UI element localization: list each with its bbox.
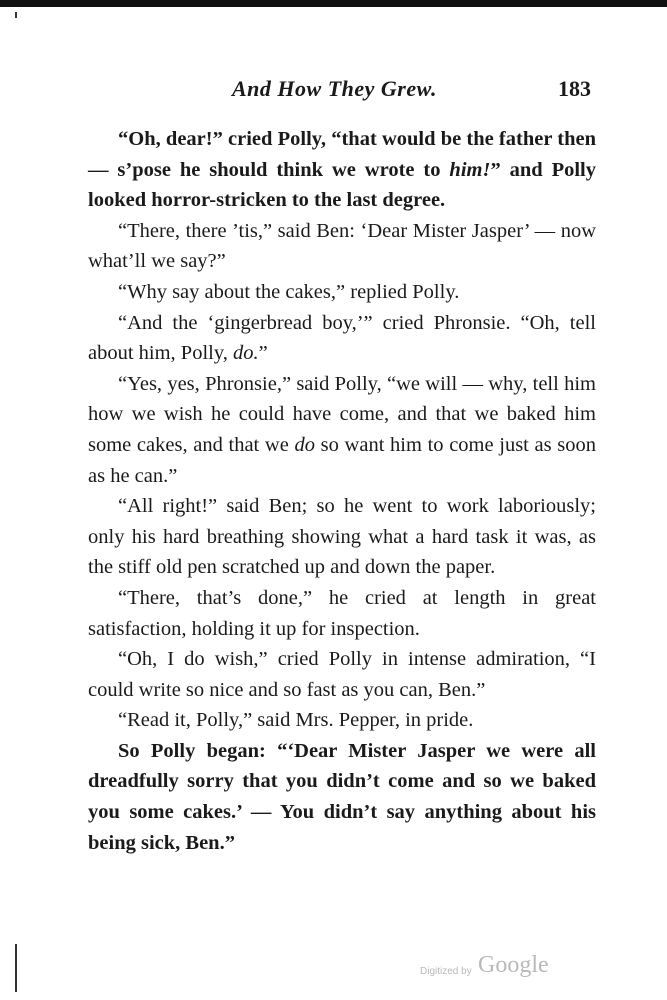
paragraph-text: “Oh, dear!” cried Polly, “that would be the father then — s’pose he should think we wrote to: [88, 128, 596, 181]
paragraph: [88, 644, 596, 705]
paragraph: [88, 124, 596, 216]
body-text: [88, 124, 596, 858]
running-header: [0, 76, 667, 112]
paragraph-text: So Polly began: “‘Dear Mister Jasper we were all dreadfully sorry that you didn’t come and so we baked you some cakes.’ — You didn’t say anything about his being sick, Ben.”: [88, 739, 596, 854]
paragraph: [88, 736, 596, 858]
paragraph: [88, 308, 596, 369]
margin-mark: [15, 944, 17, 992]
paragraph-text: “All right!” said Ben; so he went to work laboriously; only his hard breathing showing what a hard task it was, as the stiff old pen scratched up and down the paper.: [88, 495, 596, 579]
paragraph: [88, 277, 596, 308]
top-border-rule: [0, 0, 667, 7]
emphasis-text: him!: [449, 158, 491, 181]
google-logo-text: Google: [478, 952, 549, 978]
paragraph: [88, 491, 596, 583]
paragraph-text: ”: [258, 342, 268, 365]
paragraph: [88, 705, 596, 736]
paragraph-text: “There, there ’tis,” said Ben: ‘Dear Mister Jasper’ — now what’ll we say?”: [88, 219, 596, 273]
paragraph: [88, 369, 596, 491]
paragraph-text: “Why say about the cakes,” replied Polly.: [118, 280, 460, 303]
page-number: 183: [558, 76, 591, 101]
paragraph-text: “Oh, I do wish,” cried Polly in intense admiration, “I could write so nice and so fast as you can, Ben.”: [88, 648, 596, 701]
emphasis-text: do: [294, 433, 315, 456]
paragraph-text: “And the ‘gingerbread boy,’” cried Phronsie. “Oh, tell about him, Polly,: [88, 311, 596, 365]
emphasis-text: do.: [233, 342, 259, 365]
paragraph-text: “There, that’s done,” he cried at length in great satisfaction, holding it up for inspection.: [88, 586, 596, 640]
paragraph-text: ” and Polly looked horror-stricken to the last degree.: [88, 158, 597, 212]
paragraph-text: “Yes, yes, Phronsie,” said Polly, “we will — why, tell him how we wish he could have come, and that we baked him some cakes, and that we: [88, 372, 596, 456]
paragraph: [88, 583, 596, 644]
digitized-label: Digitized by: [420, 966, 472, 977]
digitized-watermark: [420, 952, 600, 986]
margin-mark: [15, 12, 17, 18]
paragraph-text: “Read it, Polly,” said Mrs. Pepper, in pride.: [118, 709, 474, 732]
paragraph-text: so want him to come just as soon as he can.”: [88, 433, 597, 487]
running-title: And How They Grew.: [232, 76, 437, 101]
paragraph: [88, 216, 596, 277]
